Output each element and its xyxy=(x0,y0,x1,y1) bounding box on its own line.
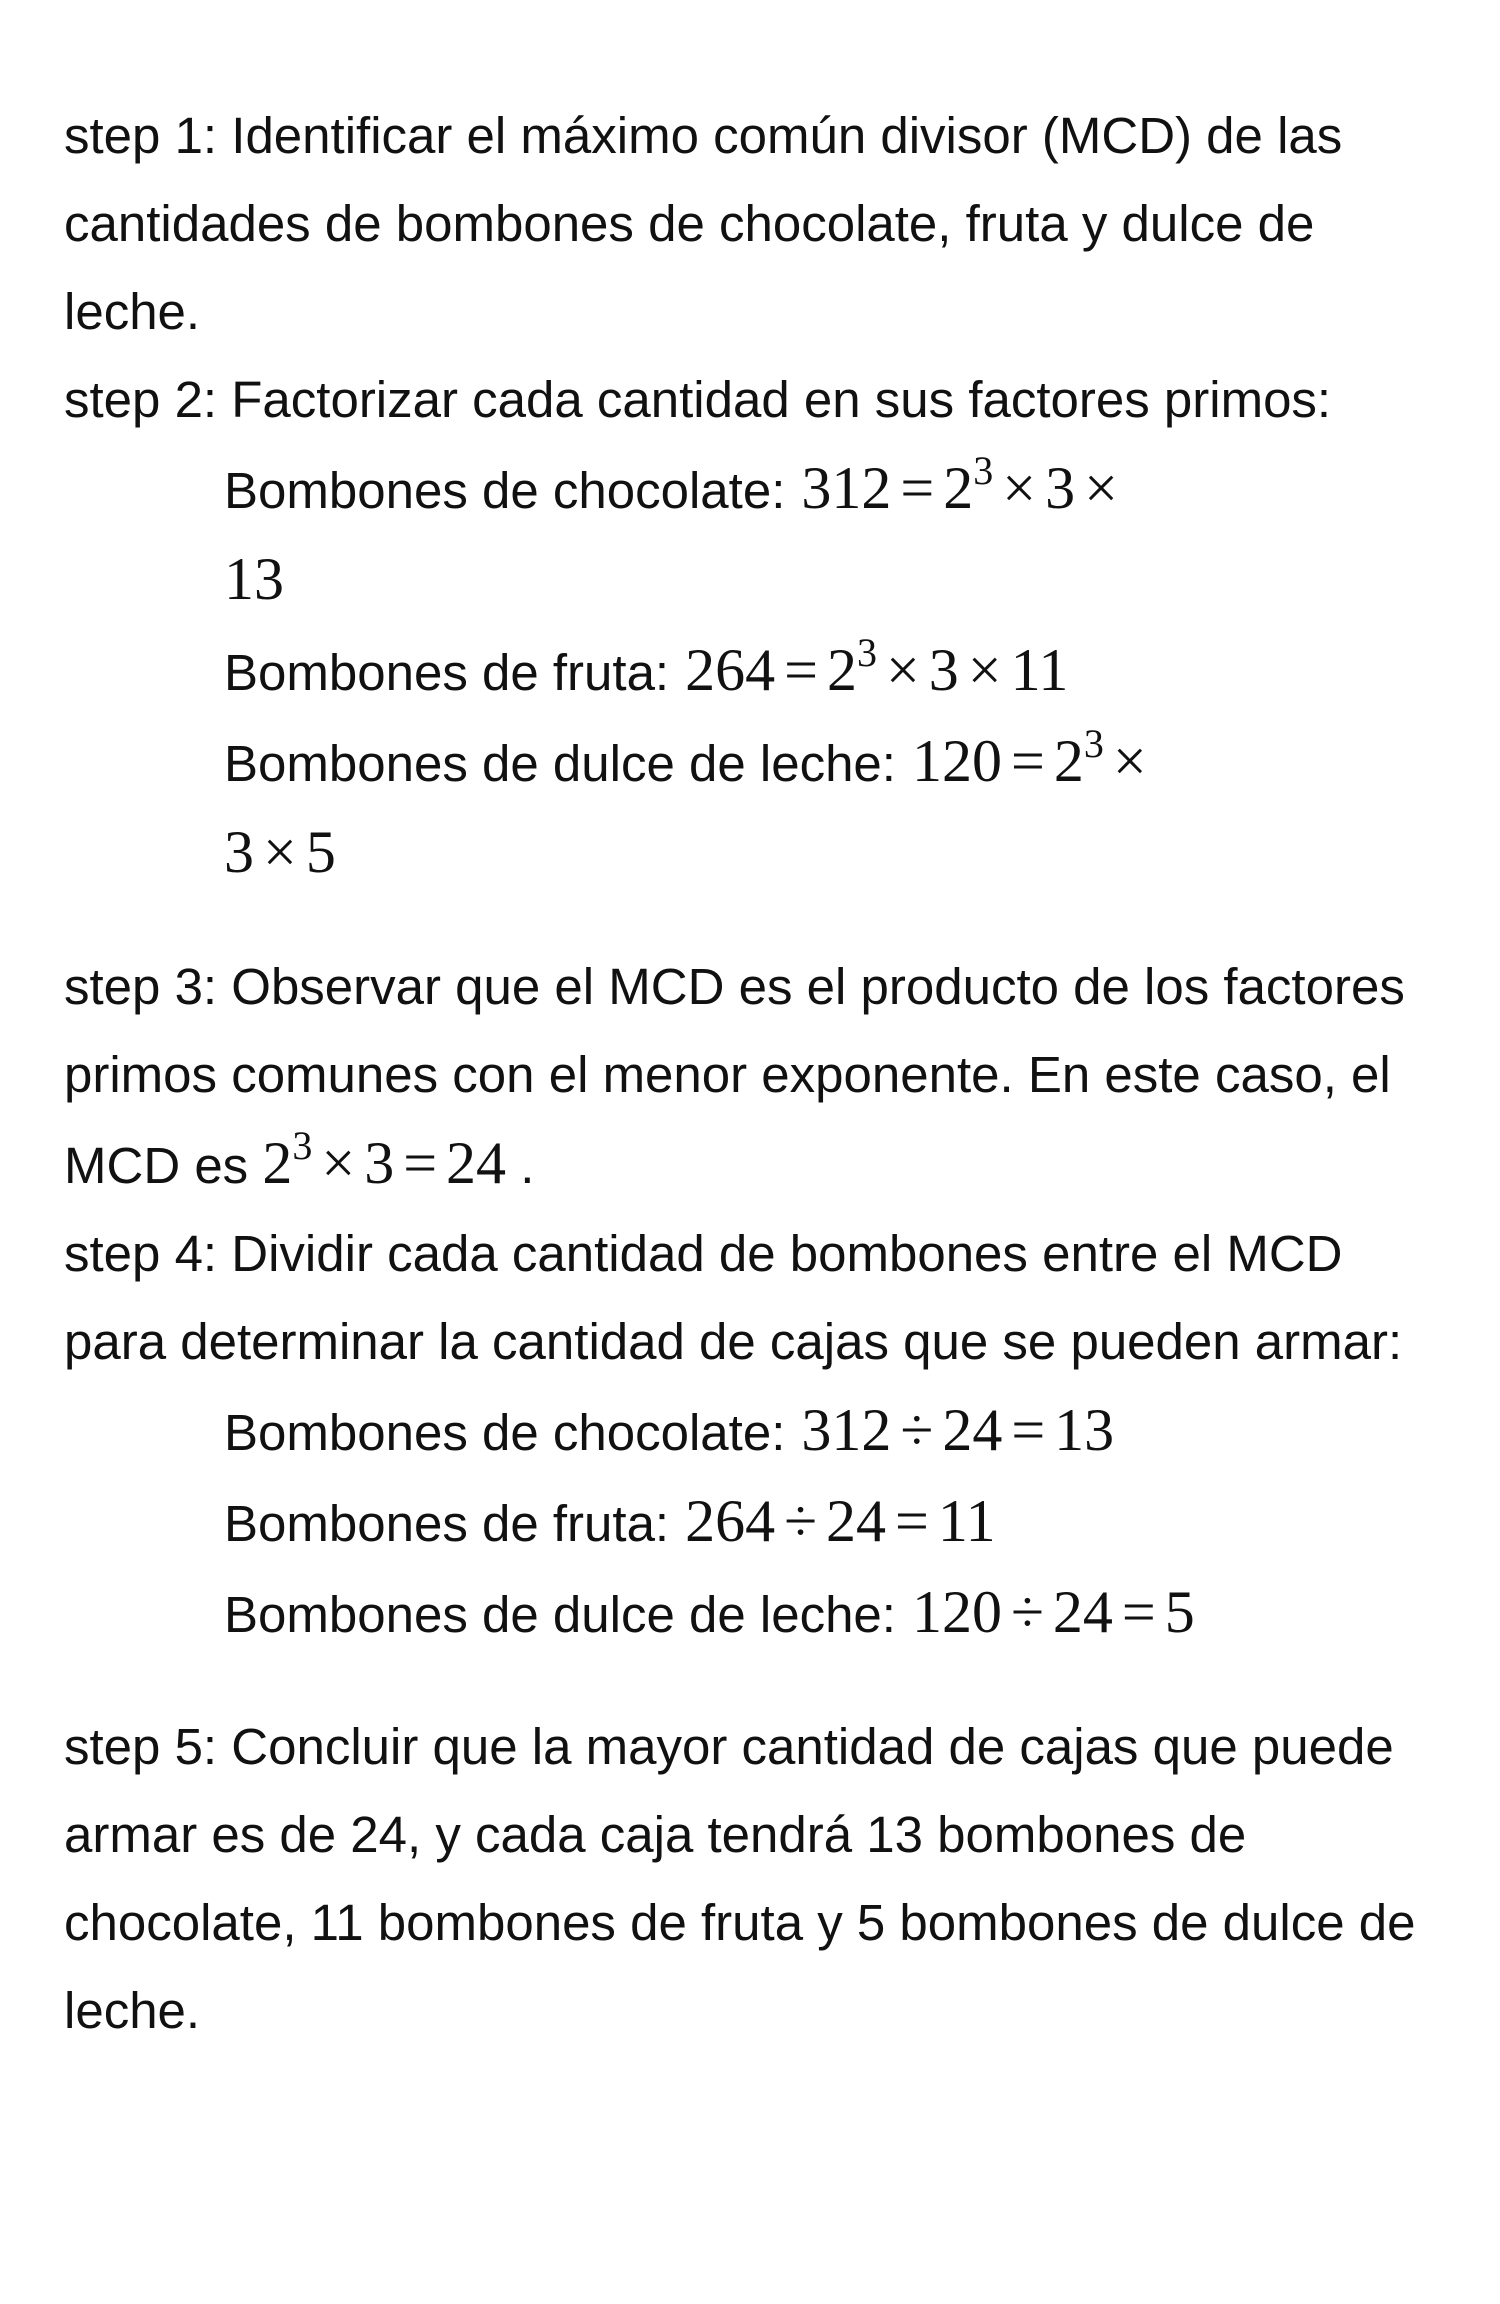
factorization-dulce xyxy=(224,717,1444,899)
item-label: Bombones de dulce de leche: xyxy=(224,735,896,792)
item-label: Bombones de chocolate: xyxy=(224,1404,786,1461)
factorization-formula-wrap: 13 xyxy=(224,546,284,612)
division-formula: 264 ÷ 24 = 11 xyxy=(685,1488,996,1554)
step-5-text: step 5: Concluir que la mayor cantidad de cajas que puede armar es de 24, y cada caja tendrá 13 bombones de chocolate, 11 bombones de fruta y 5 bombones de dulce de leche. xyxy=(64,1718,1416,2039)
factorization-chocolate xyxy=(224,444,1444,626)
item-label: Bombones de chocolate: xyxy=(224,462,786,519)
factorization-formula: $264 = 2^3 \times 3 \times 11$ xyxy=(685,630,1069,703)
division-dulce xyxy=(224,1568,1444,1659)
step-4-text: step 4: Dividir cada cantidad de bombones entre el MCD para determinar la cantidad de cajas que se pueden armar: xyxy=(64,1225,1403,1370)
spacer xyxy=(64,1659,1444,1703)
factorization-formula: $120 = 2^3$ × xyxy=(911,721,1147,794)
factorization-formula: $312 = 2^3 \times 3$ × xyxy=(801,448,1118,521)
spacer xyxy=(64,899,1444,943)
factorization-fruta xyxy=(224,626,1444,717)
step-1-text: step 1: Identificar el máximo común divisor (MCD) de las cantidades de bombones de chocolate, fruta y dulce de leche. xyxy=(64,107,1343,340)
solution-document xyxy=(64,92,1444,2055)
mcd-formula: $2^3 \times 3 = 24$ xyxy=(262,1123,507,1196)
division-formula: 312 ÷ 24 = 13 xyxy=(801,1397,1115,1463)
division-fruta xyxy=(224,1477,1444,1568)
division-chocolate xyxy=(224,1386,1444,1477)
factorization-list xyxy=(64,444,1444,899)
factorization-formula-wrap: 3 × 5 xyxy=(224,819,336,885)
item-label: Bombones de fruta: xyxy=(224,644,670,701)
item-label: Bombones de fruta: xyxy=(224,1495,670,1552)
step-2-text: step 2: Factorizar cada cantidad en sus factores primos: xyxy=(64,371,1332,428)
division-formula: 120 ÷ 24 = 5 xyxy=(911,1579,1195,1645)
division-list xyxy=(64,1386,1444,1659)
step-3-text: step 3: Observar que el MCD es el producto de los factores primos comunes con el menor exponente. En este caso, el MCD es $2^3 \times 3 = 24$ . xyxy=(64,958,1405,1196)
item-label: Bombones de dulce de leche: xyxy=(224,1586,896,1643)
